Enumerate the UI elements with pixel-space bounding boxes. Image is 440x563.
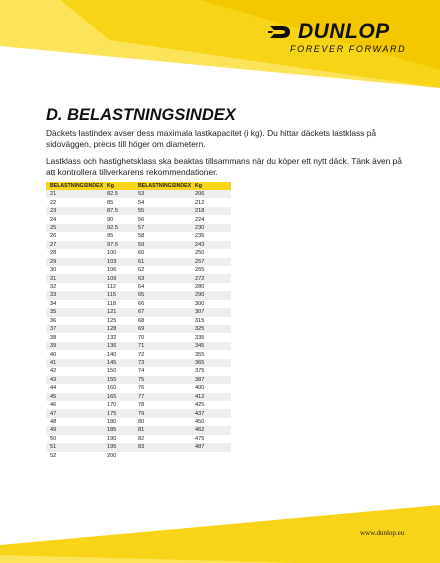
dunlop-logo [268,22,418,66]
kg-cell: 190 [103,435,143,443]
load-index-cell: 72 [134,350,191,358]
load-index-cell: 27 [46,241,103,249]
load-index-cell: 79 [134,409,191,417]
table-row [134,258,231,266]
kg-cell: 118 [103,300,143,308]
kg-cell: 230 [191,224,231,232]
kg-cell: 250 [191,249,231,257]
table-row [134,241,231,249]
table-row [46,384,143,392]
load-index-table-left [46,182,143,460]
kg-cell: 243 [191,241,231,249]
kg-cell: 272 [191,274,231,282]
table-row [46,190,143,198]
load-index-cell: 30 [46,266,103,274]
table-row [134,435,231,443]
kg-cell: 97.5 [103,241,143,249]
load-index-cell: 45 [46,393,103,401]
kg-cell: 121 [103,308,143,316]
table-row [134,300,231,308]
column-header-kg: Kg [191,182,231,190]
kg-cell: 475 [191,435,231,443]
table-row [134,249,231,257]
load-index-cell: 63 [134,274,191,282]
load-index-cell: 37 [46,325,103,333]
load-index-cell: 46 [46,401,103,409]
table-row [46,418,143,426]
load-index-cell: 82 [134,435,191,443]
page-title: D. BELASTNINGSINDEX [46,106,236,124]
kg-cell: 307 [191,308,231,316]
kg-cell: 160 [103,384,143,392]
load-index-cell: 83 [134,443,191,451]
load-index-cell: 39 [46,342,103,350]
table-row [46,426,143,434]
table-row [46,342,143,350]
load-index-cell: 75 [134,376,191,384]
load-index-cell: 69 [134,325,191,333]
kg-cell: 145 [103,359,143,367]
load-index-cell: 38 [46,333,103,341]
load-index-cell: 55 [134,207,191,215]
table-row [134,274,231,282]
load-index-cell: 28 [46,249,103,257]
table-row [134,393,231,401]
footer-url[interactable]: www.dunlop.eu [360,529,405,537]
kg-cell: 92.5 [103,224,143,232]
table-row [46,308,143,316]
kg-cell: 128 [103,325,143,333]
load-index-cell: 29 [46,258,103,266]
kg-cell: 236 [191,232,231,240]
load-index-cell: 54 [134,198,191,206]
load-index-cell: 68 [134,317,191,325]
kg-cell: 437 [191,409,231,417]
load-index-table-right [134,182,231,452]
load-index-cell: 48 [46,418,103,426]
kg-cell: 206 [191,190,231,198]
table-row [46,283,143,291]
table-row [46,198,143,206]
load-index-cell: 81 [134,426,191,434]
kg-cell: 315 [191,317,231,325]
load-index-cell: 80 [134,418,191,426]
table-row [46,266,143,274]
table-row [134,224,231,232]
kg-cell: 175 [103,409,143,417]
table-row [134,232,231,240]
table-row [46,317,143,325]
kg-cell: 95 [103,232,143,240]
load-index-cell: 58 [134,232,191,240]
kg-cell: 290 [191,291,231,299]
kg-cell: 412 [191,393,231,401]
load-index-cell: 23 [46,207,103,215]
load-index-cell: 73 [134,359,191,367]
load-index-cell: 60 [134,249,191,257]
table-row [46,435,143,443]
table-row [134,207,231,215]
kg-cell: 257 [191,258,231,266]
load-index-cell: 31 [46,274,103,282]
kg-cell: 224 [191,215,231,223]
table-row [46,207,143,215]
kg-cell: 265 [191,266,231,274]
table-row [46,333,143,341]
table-row [46,300,143,308]
kg-cell: 103 [103,258,143,266]
load-index-cell: 76 [134,384,191,392]
table-row [46,224,143,232]
kg-cell: 85 [103,198,143,206]
brand-name: DUNLOP [298,20,390,43]
table-row [134,266,231,274]
load-index-cell: 21 [46,190,103,198]
kg-cell: 425 [191,401,231,409]
table-row [134,443,231,451]
table-row [46,249,143,257]
table-row [46,325,143,333]
kg-cell: 195 [103,443,143,451]
kg-cell: 450 [191,418,231,426]
table-row [46,241,143,249]
kg-cell: 375 [191,367,231,375]
kg-cell: 136 [103,342,143,350]
load-index-cell: 59 [134,241,191,249]
kg-cell: 125 [103,317,143,325]
load-index-cell: 33 [46,291,103,299]
kg-cell: 487 [191,443,231,451]
load-index-cell: 67 [134,308,191,316]
load-index-cell: 74 [134,367,191,375]
kg-cell: 400 [191,384,231,392]
load-index-cell: 36 [46,317,103,325]
load-index-cell: 25 [46,224,103,232]
load-index-cell: 43 [46,376,103,384]
load-index-cell: 57 [134,224,191,232]
kg-cell: 90 [103,215,143,223]
kg-cell: 87.5 [103,207,143,215]
load-index-cell: 22 [46,198,103,206]
load-index-cell: 44 [46,384,103,392]
table-row [46,258,143,266]
kg-cell: 180 [103,418,143,426]
load-index-cell: 32 [46,283,103,291]
load-index-cell: 71 [134,342,191,350]
table-row [134,367,231,375]
kg-cell: 185 [103,426,143,434]
kg-cell: 325 [191,325,231,333]
table-row [134,401,231,409]
table-row [46,359,143,367]
kg-cell: 106 [103,266,143,274]
load-index-cell: 51 [46,443,103,451]
table-row [134,384,231,392]
table-header-row [134,182,231,190]
table-row [134,359,231,367]
load-index-cell: 70 [134,333,191,341]
table-row [46,393,143,401]
kg-cell: 335 [191,333,231,341]
load-index-cell: 50 [46,435,103,443]
intro-paragraph: Däckets lastindex avser dess maximala lastkapacitet (i kg). Du hittar däckets lastklass på sidoväggen, precis till höger om diametern. [46,128,377,149]
load-index-cell: 66 [134,300,191,308]
table-row [46,350,143,358]
load-index-cell: 34 [46,300,103,308]
load-index-cell: 40 [46,350,103,358]
table-row [134,350,231,358]
load-index-cell: 49 [46,426,103,434]
load-index-cell: 35 [46,308,103,316]
kg-cell: 112 [103,283,143,291]
table-row [134,342,231,350]
kg-cell: 165 [103,393,143,401]
table-row [134,325,231,333]
kg-cell: 100 [103,249,143,257]
kg-cell: 150 [103,367,143,375]
kg-cell: 212 [191,198,231,206]
load-index-cell: 24 [46,215,103,223]
load-index-cell: 78 [134,401,191,409]
table-row [46,215,143,223]
load-index-cell: 65 [134,291,191,299]
table-row [134,426,231,434]
table-row [46,443,143,451]
table-row [134,376,231,384]
load-index-cell: 64 [134,283,191,291]
table-row [134,190,231,198]
kg-cell: 115 [103,291,143,299]
load-index-cell: 61 [134,258,191,266]
load-index-cell: 26 [46,232,103,240]
kg-cell: 218 [191,207,231,215]
kg-cell: 170 [103,401,143,409]
table-row [46,274,143,282]
table-row [134,283,231,291]
load-index-cell: 56 [134,215,191,223]
dunlop-flying-d-icon [268,22,294,42]
table-row [134,308,231,316]
table-row [46,367,143,375]
load-index-cell: 41 [46,359,103,367]
table-row [46,376,143,384]
table-row [134,418,231,426]
table-row [134,333,231,341]
kg-cell: 365 [191,359,231,367]
column-header-load-index: BELASTNINGSINDEX [46,182,103,190]
table-row [134,317,231,325]
table-row [134,291,231,299]
load-index-cell: 62 [134,266,191,274]
kg-cell: 132 [103,333,143,341]
table-row [46,291,143,299]
kg-cell: 387 [191,376,231,384]
load-index-cell: 77 [134,393,191,401]
load-index-cell: 47 [46,409,103,417]
table-row [134,198,231,206]
kg-cell: 140 [103,350,143,358]
kg-cell: 109 [103,274,143,282]
load-index-cell: 52 [46,452,103,460]
table-row [134,409,231,417]
brand-tagline: FOREVER FORWARD [290,44,407,54]
table-row [46,452,143,460]
kg-cell: 155 [103,376,143,384]
kg-cell: 345 [191,342,231,350]
kg-cell: 462 [191,426,231,434]
kg-cell: 82.5 [103,190,143,198]
column-header-kg: Kg [103,182,143,190]
advice-paragraph: Lastklass och hastighetsklass ska beaktas tillsammans när du köper ett nytt däck. Tänk även på att kontrollera tillverkarens rekommendationer. [46,156,402,177]
column-header-load-index: BELASTNINGSINDEX [134,182,191,190]
kg-cell: 200 [103,452,143,460]
table-row [46,232,143,240]
table-row [46,409,143,417]
load-index-cell: 53 [134,190,191,198]
load-index-cell: 42 [46,367,103,375]
table-row [46,401,143,409]
kg-cell: 280 [191,283,231,291]
kg-cell: 355 [191,350,231,358]
table-header-row [46,182,143,190]
table-row [134,215,231,223]
kg-cell: 300 [191,300,231,308]
